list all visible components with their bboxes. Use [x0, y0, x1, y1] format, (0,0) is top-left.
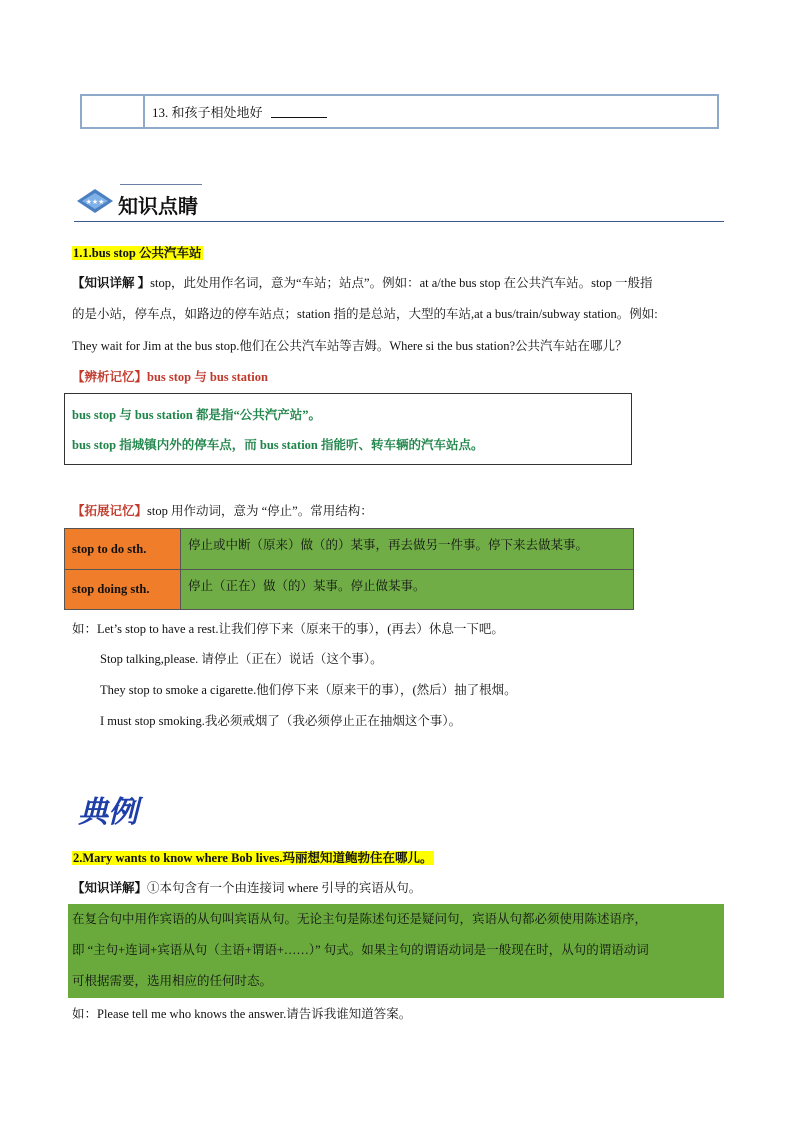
table-key: stop to do sth. [65, 529, 181, 569]
example-line: They stop to smoke a cigarette.他们停下来（原来干的事），(然后）抽了根烟。 [100, 683, 517, 697]
item-13-text: 13. 和孩子相处地好 [152, 105, 263, 120]
table-row [65, 529, 633, 569]
table-value: 停止（正在）做（的）某事。停止做某事。 [181, 570, 633, 609]
detail-line-1-text: stop，此处用作名词，意为“车站；站点”。例如：at a/the bus stop 在公共汽车站。stop 一般指 [150, 276, 653, 290]
example2-detail-label: 【知识详解】 [72, 881, 148, 895]
compare-box-line-1: bus stop 与 bus station 都是指“公共汽产站”。 [72, 408, 322, 422]
heading-overline [120, 184, 202, 185]
compare-box-line-2: bus stop 指城镇内外的停车点，而 bus station 指能听、转车辆的汽车站点。 [72, 438, 484, 452]
detail-line-2: 的是小站，停车点，如路边的停车站点；station 指的是总站，大型的车站,at a bus/train/subway station。例如: [72, 307, 658, 321]
compare-text: bus stop 与 bus station [147, 370, 268, 384]
explanation-line-2: 即 “主句+连词+宾语从句（主语+谓语+……）” 句式。如果主句的谓语动词是一般现在时，从句的谓语动词 [72, 943, 649, 957]
stop-usage-table [64, 528, 634, 610]
point1-heading [72, 244, 203, 262]
example-line: I must stop smoking.我必须戒烟了（我必须停止正在抽烟这个事）。 [100, 714, 462, 728]
compare-box [64, 393, 632, 465]
table-row [65, 569, 633, 609]
svg-text:★★★: ★★★ [85, 198, 105, 206]
example2-detail-text: ①本句含有一个由连接词 where 引导的宾语从句。 [147, 881, 422, 895]
detail-line-3: They wait for Jim at the bus stop.他们在公共汽车站等吉姆。Where si the bus station?公共汽车站在哪儿？ [72, 339, 628, 353]
table-key: stop doing sth. [65, 570, 181, 609]
example2-sample: 如：Please tell me who knows the answer.请告诉我谁知道答案。 [72, 1007, 412, 1021]
heading-underline [74, 221, 724, 222]
example-line: Stop talking,please. 请停止（正在）说话（这个事）。 [100, 652, 383, 666]
top-table [80, 94, 719, 129]
table-value: 停止或中断（原来）做（的）某事，再去做另一件事。停下来去做某事。 [181, 529, 633, 569]
example-line: 如：Let’s stop to have a rest.让我们停下来（原来干的事），(再去）休息一下吧。 [72, 622, 504, 636]
extend-label: 【拓展记忆】 [72, 504, 148, 518]
explanation-line-3: 可根据需要，选用相应的任何时态。 [72, 974, 273, 988]
table-cell-item [145, 96, 717, 127]
logo-text: 典例 [78, 795, 138, 830]
dianli-logo [76, 790, 152, 830]
table-cell-empty [82, 96, 145, 127]
section-title: 知识点睛 [118, 194, 198, 218]
detail-line-1 [72, 274, 653, 292]
example2-detail [72, 879, 421, 897]
detail-label: 【知识详解 】 [72, 276, 151, 290]
extend-heading [72, 502, 373, 520]
compare-label: 【辨析记忆】 [72, 370, 148, 384]
answer-blank[interactable] [271, 106, 327, 118]
explanation-line-1: 在复合句中用作宾语的从句叫宾语从句。无论主句是陈述句还是疑问句，宾语从句都必须使用陈述语序， [72, 912, 648, 926]
diamond-badge-icon [76, 188, 114, 214]
example2-heading [72, 849, 434, 867]
extend-text: stop 用作动词，意为 “停止”。常用结构： [147, 504, 373, 518]
example2-heading-text: 2.Mary wants to know where Bob lives.玛丽想知道鲍勃住在哪儿。 [73, 851, 433, 865]
section-heading [74, 180, 724, 224]
clause-explanation-block [68, 904, 724, 998]
point1-heading-text: 1.1.bus stop 公共汽车站 [73, 246, 202, 260]
compare-heading [72, 368, 268, 386]
